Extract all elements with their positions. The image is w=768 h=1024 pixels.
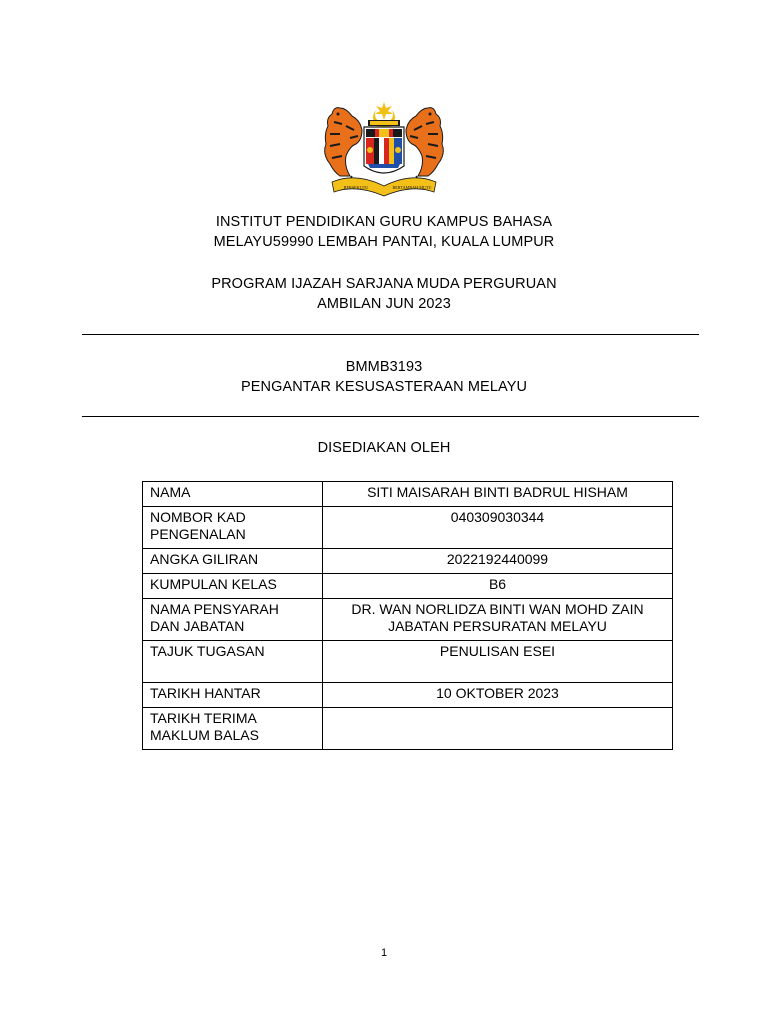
row-value-angka-giliran: 2022192440099: [323, 549, 673, 574]
coat-of-arms-logo: [316, 100, 452, 200]
table-row: [143, 507, 673, 549]
row-label-pensyarah: NAMA PENSYARAH DAN JABATAN: [143, 599, 323, 641]
table-row: [143, 574, 673, 599]
table-row: [143, 683, 673, 708]
institute-name-line-2: MELAYU59990 LEMBAH PANTAI, KUALA LUMPUR: [213, 234, 555, 250]
row-label-nama: NAMA: [143, 482, 323, 507]
row-value-tajuk-tugasan: PENULISAN ESEI: [323, 641, 673, 683]
institute-name-line-1: INSTITUT PENDIDIKAN GURU KAMPUS BAHASA: [215, 214, 553, 230]
program-line-1: PROGRAM IJAZAH SARJANA MUDA PERGURUAN: [211, 276, 557, 292]
course-code: BMMB3193: [345, 359, 423, 375]
row-value-nombor-kad: 040309030344: [323, 507, 673, 549]
row-value-kumpulan-kelas: B6: [323, 574, 673, 599]
motto-left-text: BERSEKUTU: [343, 185, 369, 190]
table-row: [143, 599, 673, 641]
course-name: PENGANTAR KESUSASTERAAN MELAYU: [240, 379, 528, 395]
row-value-tarikh-hantar: 10 OKTOBER 2023: [323, 683, 673, 708]
row-label-kumpulan-kelas: KUMPULAN KELAS: [143, 574, 323, 599]
table-row: [143, 482, 673, 507]
row-value-nama: SITI MAISARAH BINTI BADRUL HISHAM: [323, 482, 673, 507]
student-info-table: [142, 481, 673, 750]
table-row: [143, 641, 673, 683]
row-label-angka-giliran: ANGKA GILIRAN: [143, 549, 323, 574]
table-row: [143, 708, 673, 750]
program-line-2: AMBILAN JUN 2023: [317, 296, 451, 312]
row-label-tarikh-terima: TARIKH TERIMA MAKLUM BALAS: [143, 708, 323, 750]
table-row: [143, 549, 673, 574]
row-label-nombor-kad: NOMBOR KAD PENGENALAN: [143, 507, 323, 549]
divider-top: [82, 334, 699, 335]
divider-bottom: [82, 416, 699, 417]
row-label-tajuk-tugasan: TAJUK TUGASAN: [143, 641, 323, 683]
row-value-pensyarah: DR. WAN NORLIDZA BINTI WAN MOHD ZAIN JABATAN PERSURATAN MELAYU: [323, 599, 673, 641]
motto-right-text: BERTAMBAH MUTU: [392, 185, 432, 190]
row-value-tarikh-terima: [323, 708, 673, 750]
page-number: 1: [380, 947, 388, 959]
row-label-tarikh-hantar: TARIKH HANTAR: [143, 683, 323, 708]
prepared-by-heading: DISEDIAKAN OLEH: [317, 440, 451, 456]
